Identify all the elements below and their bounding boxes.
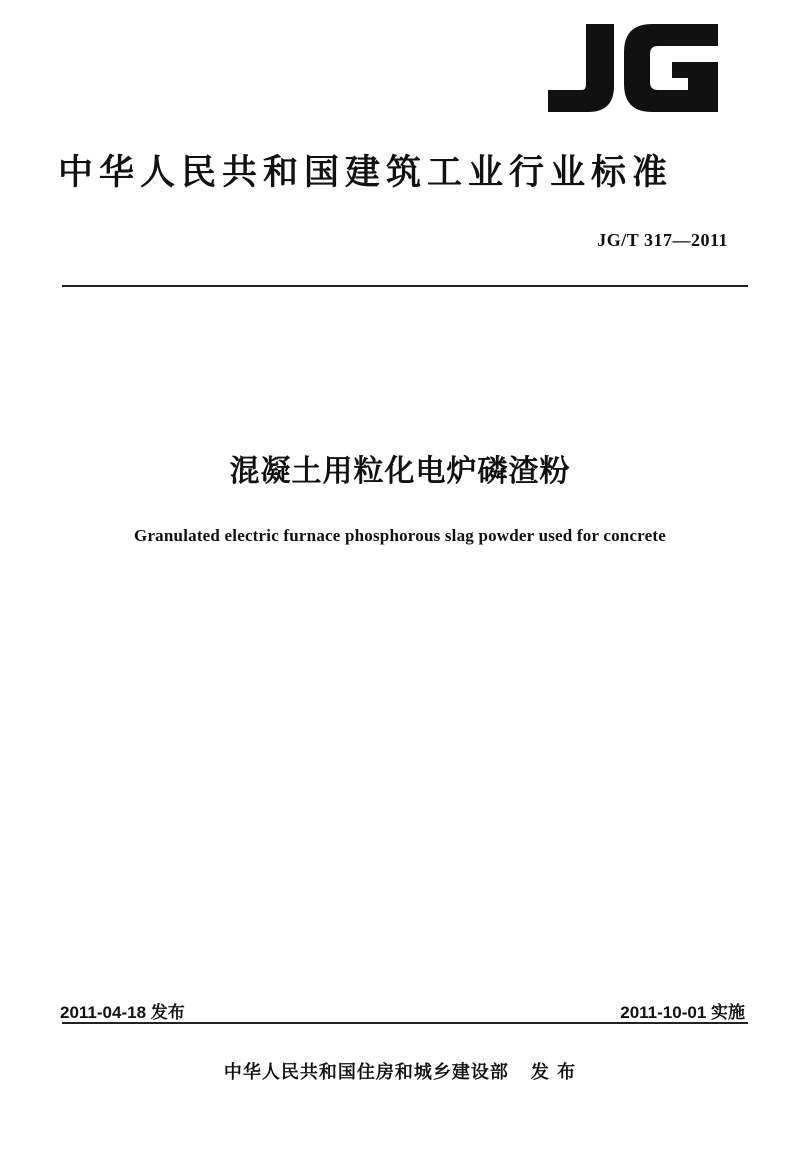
document-title-en: Granulated electric furnace phosphorous slag powder used for concrete (134, 526, 666, 545)
document-title-cn: 混凝土用粒化电炉磷渣粉 (229, 454, 571, 489)
issue-date: 2011-04-18 发布 (60, 1003, 185, 1022)
standard-code: JG/T 317—2011 (597, 230, 728, 250)
jg-logo-mark (542, 24, 718, 114)
publisher-line (0, 1058, 800, 1084)
publish-action: 发 布 (530, 1062, 577, 1083)
header-divider (62, 285, 748, 287)
org-title: 中华人民共和国建筑工业行业标准 (58, 153, 674, 193)
footer-divider (62, 1022, 748, 1024)
jg-logo (540, 22, 718, 114)
publisher-name: 中华人民共和国住房和城乡建设部 (223, 1062, 509, 1083)
implementation-date: 2011-10-01 实施 (620, 1003, 745, 1022)
